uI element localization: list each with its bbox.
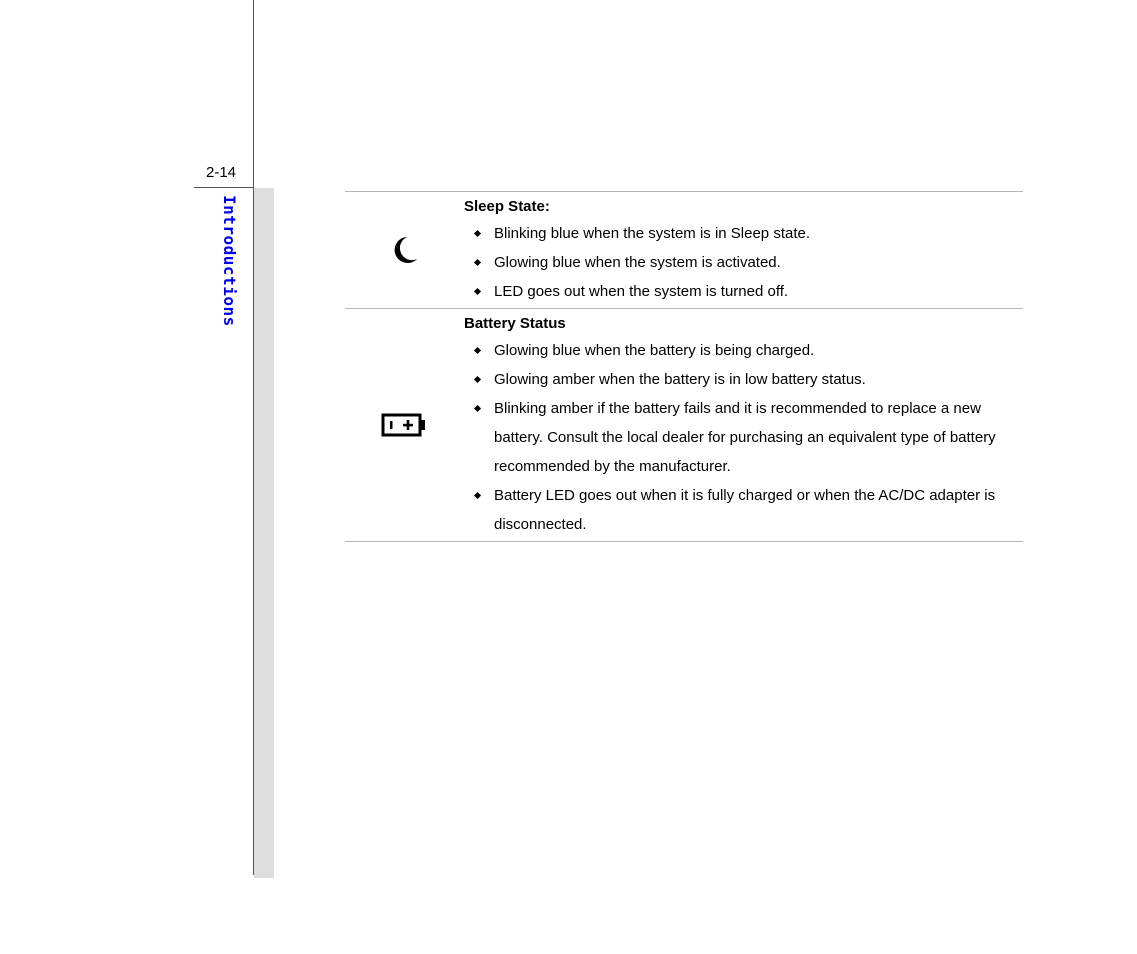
bullet-icon [474, 259, 481, 266]
bullet-icon [474, 492, 481, 499]
text-cell [463, 192, 1023, 308]
led-indicator-table [345, 191, 1023, 542]
list-item: LED goes out when the system is turned off. [464, 277, 1017, 306]
battery-icon [381, 413, 427, 437]
side-gray-band [254, 188, 274, 878]
table-row-battery-status [345, 308, 1023, 542]
page-number: 2-14 [206, 164, 237, 181]
icon-cell [345, 192, 463, 308]
list-item: Glowing amber when the battery is in low battery status. [464, 365, 1017, 394]
list-item: Glowing blue when the system is activated. [464, 248, 1017, 277]
list-item: Blinking amber if the battery fails and it is recommended to replace a new battery. Consult the local dealer for purchasing an equivalent type of battery recommended by the manufacturer. [464, 394, 1017, 481]
list-item: Battery LED goes out when it is fully charged or when the AC/DC adapter is disconnected. [464, 481, 1017, 539]
moon-icon [390, 235, 418, 265]
table-row-sleep-state [345, 191, 1023, 308]
list-item: Glowing blue when the battery is being charged. [464, 336, 1017, 365]
icon-cell [345, 309, 463, 541]
bullet-list [464, 336, 1017, 539]
row-title: Sleep State: [464, 198, 550, 215]
bullet-icon [474, 376, 481, 383]
page-number-rule [194, 187, 254, 188]
bullet-icon [474, 288, 481, 295]
bullet-list [464, 219, 1017, 306]
row-title: Battery Status [464, 315, 566, 332]
section-title: Introductions [220, 195, 239, 327]
bullet-icon [474, 405, 481, 412]
bullet-icon [474, 347, 481, 354]
bullet-icon [474, 230, 481, 237]
list-item: Blinking blue when the system is in Sleep state. [464, 219, 1017, 248]
text-cell [463, 309, 1023, 541]
